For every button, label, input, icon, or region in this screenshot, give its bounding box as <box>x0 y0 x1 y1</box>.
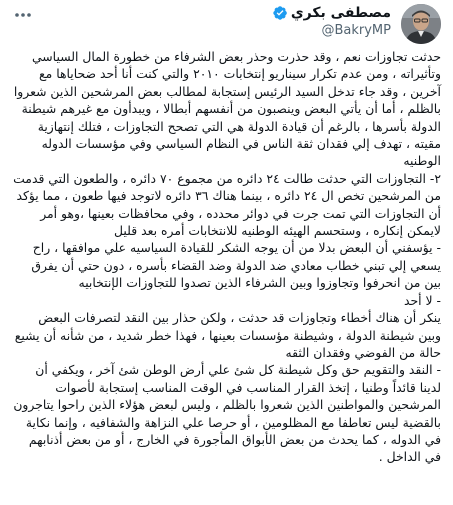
avatar[interactable] <box>401 4 441 44</box>
author-block <box>272 4 391 39</box>
author-handle[interactable]: @BakryMP <box>321 23 391 38</box>
tweet-header <box>12 4 441 44</box>
tweet-paragraph: - يؤسفني أن البعض بدلا من أن يوجه الشكر للقيادة السياسيه علي موافقها ، راح يسعي إلي تبني خطاب معادي ضد الدولة وضد القضاء بأسره ، دون حتي أن يفرق بين من انحرفوا وتجاوزوا وبين الشرفاء الذين تصدوا للتجاوزات الإنتخابيه <box>31 240 441 291</box>
tweet-body <box>12 48 441 466</box>
verified-badge-icon <box>272 5 288 21</box>
tweet-paragraph: ينكر أن هناك أخطاء وتجاوزات قد حدثت ، ولكن حذار بين النقد لتصرفات البعض وبين شيطنة الدولة ، وشيطنة مؤسسات بعينها ، فهذا خطر شديد ، من شأنه أن يشيع حالة من الفوضي وفقدان الثقه <box>14 310 441 360</box>
tweet-paragraph: - النقد والتقويم حق وكل شيطنة كل شئ علي أرض الوطن شئ آخر ، ويكفي أن لدينا قائداً وطنيا ، إتخذ القرار المناسب في الوقت المناسب إستجابة لأصوات المرشحين والمواطنين الذين شعروا بالظلم ، وليس لبعض هؤلاء الذين راحوا يتاجرون بالقضية ليس تعاطفا مع المظلومين ، أو حرصا علي النزاهة والشفافيه ، وإنما نكاية في الدوله ، كما يحدث من بعض الأبواق المأجورة في الخارج ، أو من بعض أذنابهم في الداخل . <box>13 362 441 465</box>
name-row <box>272 4 391 22</box>
tweet-paragraph: حدثت تجاوزات نعم ، وقد حذرت وحذر بعض الشرفاء من خطورة المال السياسي وتأثيراته ، ومن عدم تكرار سيناريو إنتخابات ٢٠١٠ والتي كنت أنا أحد ضحاياها مع آخرين ، وقد جاء تدخل السيد الرئيس إستجابة لمطالب بعض المرشحين الذين شعروا بالظلم ، أما أن يأتي البعض وينصبون من أنفسهم أبطالا ، ويبدأون مع غيرهم شيطنة الدولة بأسرها ، بالرغم أن قيادة الدولة هي التي تصحح التجاوزات ، فتلك إنتهازية مقيته ، تهدف إلي فقدان ثقة الناس في النظام السياسي وفي مؤسسات الدوله الوطنيه <box>13 49 441 169</box>
tweet-paragraph: ٢- التجاوزات التي حدثت طالت ٢٤ دائره من مجموع ٧٠ دائره ، والطعون التي قدمت من المرشحين تخص ال ٢٤ دائره ، بينما هناك ٣٦ دائره لاتوجد فيها طعون ، مما يؤكد أن التجاوزات التي تمت جرت في دوائر محدده ، وفي محافظات بعينها ،وهو أمر لايمكن إنكاره ، وستحسم الهيئه الوطنيه للانتخابات أمره بعد قليل <box>13 170 441 239</box>
ellipsis-icon <box>14 12 32 18</box>
tweet-paragraph: - لا أحد <box>403 292 441 308</box>
more-options-button[interactable] <box>12 6 34 24</box>
author-display-name[interactable]: مصطفى بكري <box>290 5 391 21</box>
avatar-image <box>401 4 441 44</box>
